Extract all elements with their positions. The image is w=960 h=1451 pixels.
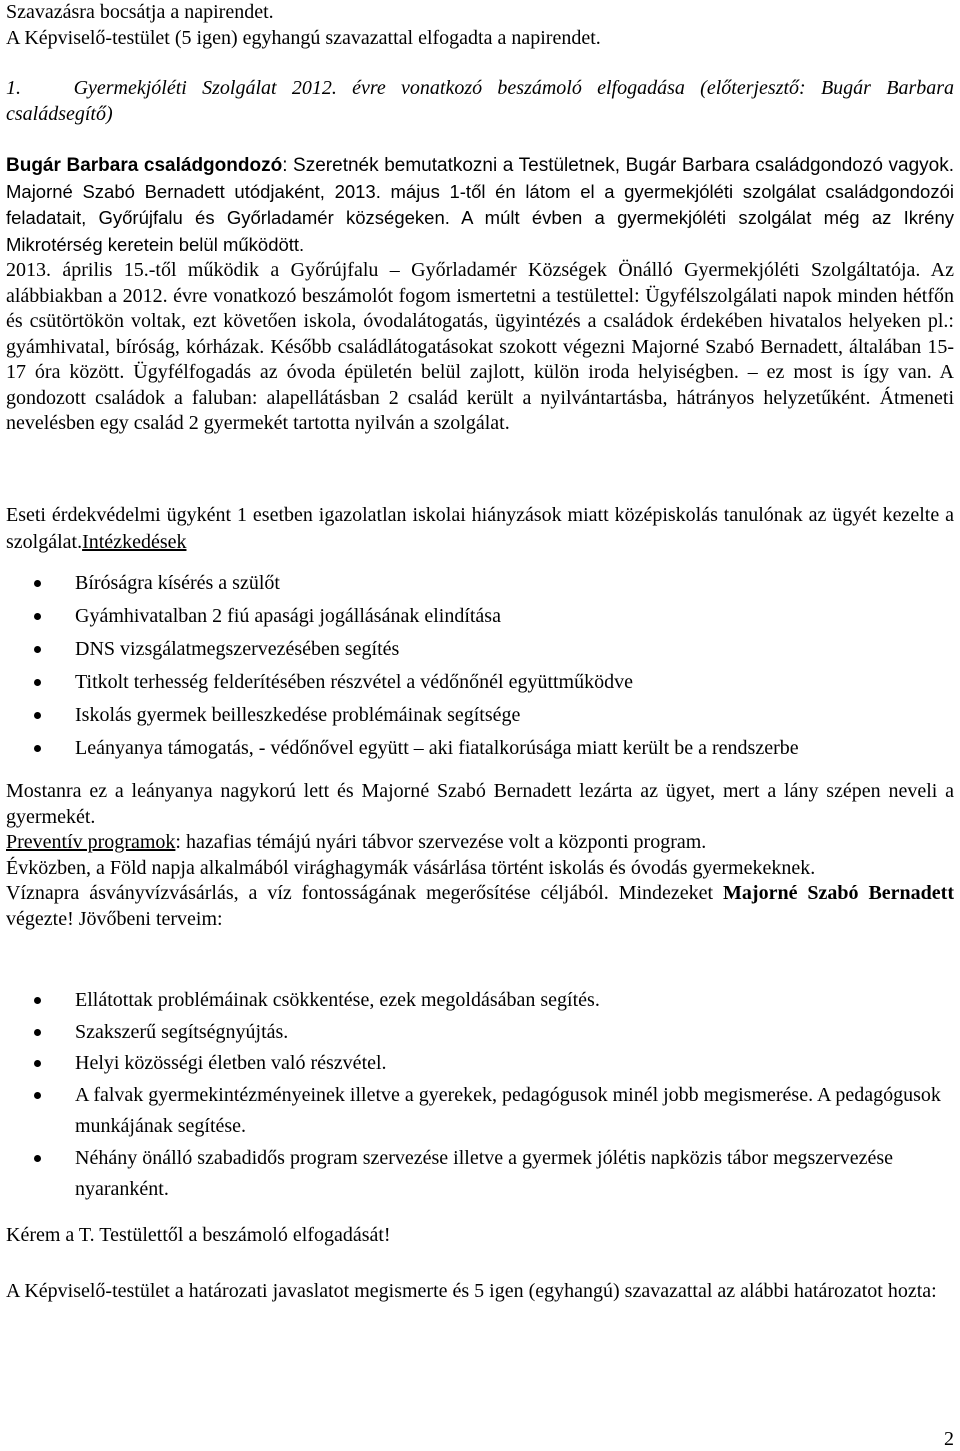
intro-block bbox=[6, 0, 954, 51]
bullet-icon bbox=[34, 1092, 41, 1099]
bullet-icon bbox=[34, 745, 41, 752]
list-item: Leányanya támogatás, - védőnővel együtt – aki fiatalkorúsága miatt került be a rendszerbe bbox=[6, 732, 954, 765]
report-block bbox=[6, 153, 954, 437]
list-item: A falvak gyermekintézményeinek illetve a gyerekek, pedagógusok minél jobb megismerése. A pedagógusok munkájának segítése. bbox=[6, 1080, 954, 1143]
bullet-icon bbox=[34, 646, 41, 653]
bullet-icon bbox=[34, 1155, 41, 1162]
list-item: Helyi közösségi életben való részvétel. bbox=[6, 1048, 954, 1080]
decision-paragraph: A Képviselő-testület a határozati javaslatot megismerte és 5 igen (egyhangú) szavazattal az alábbi határozatot hozta: bbox=[6, 1280, 937, 1302]
report-sans-text: Majorné Szabó Bernadett utódjaként, 2013. május 1-től én látom el a gyermekjóléti szolgálat családgondozói feladatait, Győrújfalu és Győrladamér községeken. A múlt évben a gyermekjóléti szolgálat még az Ikrény Mikrotérség keretein belül működött. bbox=[6, 180, 954, 255]
agenda-item-title: Gyermekjóléti Szolgálat 2012. évre vonatkozó beszámoló elfogadása (előterjesztő: Bugár Barbara családsegítő) bbox=[6, 77, 955, 125]
list-item: Titkolt terhesség felderítésében részvétel a védőnőnél együttműködve bbox=[6, 666, 954, 699]
agenda-item-number: 1. bbox=[6, 77, 21, 99]
preventive-text: : hazafias témájú nyári tábvor szervezése volt a központi program. bbox=[175, 831, 707, 853]
list-item: Ellátottak problémáinak csökkentése, ezek megoldásában segítés. bbox=[6, 985, 954, 1017]
water-text: Víznapra ásványvízvásárlás, a víz fontosságának megerősítése céljából. Mindezeket bbox=[6, 882, 724, 904]
list-item: Szakszerű segítségnyújtás. bbox=[6, 1017, 954, 1049]
closing-case-paragraph: Mostanra ez a leányanya nagykorú lett és Majorné Szabó Bernadett lezárta az ügyet, mert a lány szépen neveli a gyermekét. bbox=[6, 780, 954, 828]
water-bold-name: Majorné Szabó Bernadett bbox=[723, 882, 955, 904]
child-protection-text: Eseti érdekvédelmi ügyként 1 esetben igazolatlan iskolai hiányzások miatt középiskolás tanulónak az ügyét kezelte a szolgálat. bbox=[6, 504, 954, 553]
water-tail: végezte! Jövőbeni terveim: bbox=[6, 907, 223, 930]
child-protection-paragraph bbox=[6, 502, 954, 556]
bullet-icon bbox=[34, 1060, 41, 1067]
report-body: 2013. április 15.-től működik a Győrújfalu – Győrladamér Községek Önálló Gyermekjóléti Szolgáltatója. Az alábbiakban a 2012. évre vonatkozó beszámolót fogom ismertetni a testülettel: Ügyfélszolgálati napok minden hétfőn és csütörtökön voltak, ezt követően iskola, óvodalátogatás, ügyintézés a családok érdekében hivatalos helyeken pl.: gyámhivatal, bíróság, kórházak. Később családlátogatásokat szokott végezni Majorné Szabó Bernadett, általában 15-17 óra között. Ügyfélfogadás az óvoda épületén belül zajlott, külön iroda helyiségben. – ez most is így van. A gondozott családok a faluban: alapellátásban 2 család került a nyilvántartásba, hátrányos helyzetűként. Átmeneti nevelésben egy család 2 gyermekét tartotta nyilván a szolgálat. bbox=[6, 259, 954, 434]
bullet-icon bbox=[34, 997, 41, 1004]
bullet-icon bbox=[34, 613, 41, 620]
request-paragraph: Kérem a T. Testülettől a beszámoló elfogadását! bbox=[6, 1224, 391, 1246]
list-item: DNS vizsgálatmegszervezésében segítés bbox=[6, 633, 954, 666]
preventive-paragraph bbox=[6, 830, 954, 856]
bullet-icon bbox=[34, 712, 41, 719]
report-intro-text: : Szeretnék bemutatkozni a Testületnek, Bugár Barbara családgondozó vagyok. bbox=[282, 155, 954, 176]
list-item: Bíróságra kísérés a szülőt bbox=[6, 567, 954, 600]
intro-line-1: Szavazásra bocsátja a napirendet. bbox=[6, 1, 274, 23]
agenda-item-heading bbox=[6, 76, 954, 127]
bullet-icon bbox=[34, 679, 41, 686]
preventive-label: Preventív programok bbox=[6, 831, 176, 853]
page-number: 2 bbox=[944, 1428, 954, 1450]
report-speaker: Bugár Barbara családgondozó bbox=[6, 155, 283, 176]
programs-block bbox=[6, 779, 954, 932]
bullet-icon bbox=[34, 1029, 41, 1036]
intro-line-2: A Képviselő-testület (5 igen) egyhangú szavazattal elfogadta a napirendet. bbox=[6, 26, 601, 49]
bullet-icon bbox=[34, 580, 41, 587]
list-item: Néhány önálló szabadidős program szervezése illetve a gyermek jólétis napközis tábor megszervezése nyaranként. bbox=[6, 1143, 954, 1206]
report-paragraph bbox=[6, 153, 954, 258]
measures-list bbox=[6, 567, 954, 765]
yearly-paragraph: Évközben, a Föld napja alkalmából virághagymák vásárlása történt iskolás és óvodás gyermekeknek. bbox=[6, 856, 816, 879]
measures-label: Intézkedések bbox=[82, 531, 187, 553]
water-paragraph bbox=[6, 881, 954, 932]
list-item: Gyámhivatalban 2 fiú apasági jogállásának elindítása bbox=[6, 600, 954, 633]
plans-list bbox=[6, 985, 954, 1206]
list-item: Iskolás gyermek beilleszkedése problémáinak segítsége bbox=[6, 699, 954, 732]
